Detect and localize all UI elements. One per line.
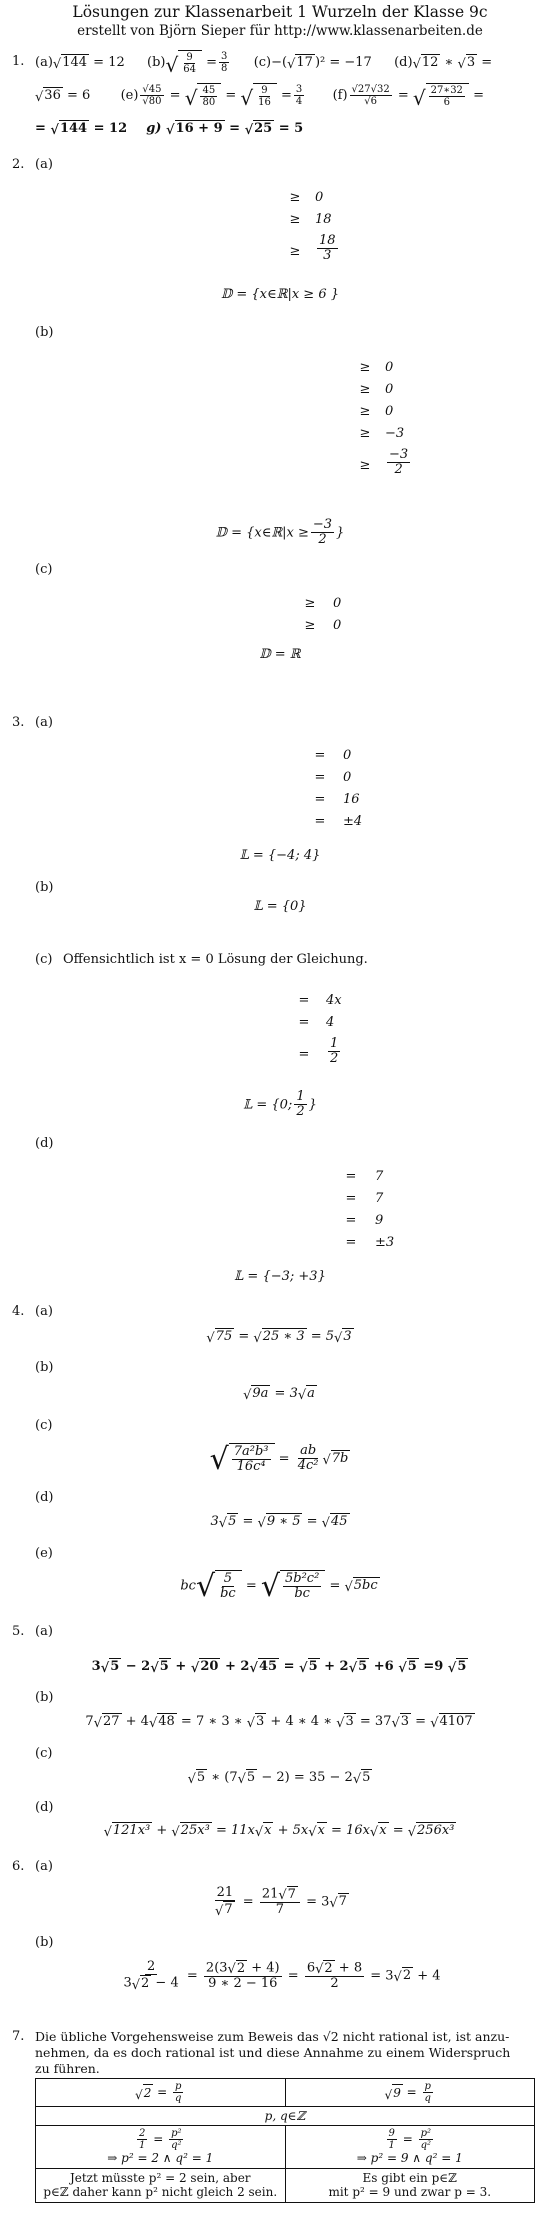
table-row xyxy=(36,2168,535,2202)
radical: √ 36 xyxy=(35,88,61,105)
radical: √ 16 + 9 xyxy=(166,121,223,138)
radical: √ 7 xyxy=(329,1894,347,1912)
task-5c-equation: √ 5 ∗ (7 √ 5 − 2) = 35 − 2 √ 5 xyxy=(187,1769,371,1787)
task-3b-solution-set: 𝕃 = {0} xyxy=(253,899,307,914)
task-3c-label: (c) xyxy=(35,952,53,967)
task-4c-label: (c) xyxy=(35,1418,53,1433)
task-5b-label: (b) xyxy=(35,1690,54,1705)
task-4a-label: (a) xyxy=(35,1304,53,1319)
task-3c-text: Offensichtlich ist x = 0 Lösung der Gleichung. xyxy=(63,952,368,967)
radical: √ 5 xyxy=(237,1770,256,1787)
task-2c-domain: 𝔻 = ℝ xyxy=(259,647,301,662)
proof-table xyxy=(35,2078,535,2203)
task-1-line-3: = √ 144 = 12 g) √ 16 + 9 = √ 25 = 5 xyxy=(35,120,304,138)
radical: √ 4107 xyxy=(430,1714,473,1731)
radical: √ 27∗32 6 xyxy=(413,83,469,108)
radical: √ 5 xyxy=(218,1514,237,1531)
radical: √ 48 xyxy=(148,1714,175,1731)
table-cell: p, q∈ℤ xyxy=(36,2107,535,2126)
table-cell: $\frac{2}{1}$ = $\frac{\text{p²}}{\text{q²}}$ ⇒ p² = 2 ∧ q² = 1 xyxy=(36,2126,286,2168)
task-4-number: 4. xyxy=(12,1304,25,1319)
task-1-line-1: (a) √ 144 = 12 (b) √ 9 64 = $\frac{3}{8}$ (c)−( √ 17 )² = −17 (d) √ 12 ∗ √ 3 = xyxy=(35,51,493,77)
radical: √ 7b xyxy=(322,1451,349,1469)
radical: √ 7 xyxy=(215,1902,233,1919)
table-row xyxy=(36,2079,535,2107)
radical: √ 256x³ xyxy=(407,1823,455,1840)
radical: √ 20 xyxy=(190,1659,219,1676)
task-1-line-2: √ 36 = 6 (e) $\frac{√45}{√80}$ = √ 45 80 = √ 9 16 = $\frac{3}{4}$ (f) $\frac{√27√32}{√6}$ = √ 27∗32 6 = xyxy=(35,84,484,110)
radical: √ 2 xyxy=(315,1961,333,1978)
radical: √ 25x³ xyxy=(171,1823,210,1840)
task-2b-domain: 𝔻 = {x∈ℝ|x ≥ $\frac{-3}{2}$ } xyxy=(215,517,345,548)
radical: √ 12 xyxy=(412,55,439,72)
radical: √ 45 xyxy=(249,1659,278,1676)
radical: √ 45 xyxy=(321,1514,348,1531)
task-1a-label: (a) xyxy=(35,55,53,70)
radical: √ 25 xyxy=(244,121,273,138)
task-4c-equation: √ 7a²b³ 16c⁴ = $\frac{ab}{\text{4c²}}$ √ 7b xyxy=(209,1441,349,1477)
task-4b-label: (b) xyxy=(35,1360,54,1375)
radical: √ 5 xyxy=(187,1770,206,1787)
radical: √ 9 ∗ 5 xyxy=(257,1514,301,1531)
radical: √ 144 xyxy=(52,55,88,72)
task-1b-label: (b) xyxy=(147,55,166,70)
radical: √ 9a xyxy=(243,1386,269,1403)
task-3d-label: (d) xyxy=(35,1136,54,1151)
task-4e-equation: bc √ 5 bc = √ 5b²c² bc = √ 5bc xyxy=(180,1568,378,1604)
radical: √ x xyxy=(254,1823,272,1840)
task-3d-solution-set: 𝕃 = {−3; +3} xyxy=(234,1269,326,1284)
task-5a-equation: 3 √ 5 − 2 √ 5 + √ 20 + 2 √ 45 = √ 5 + 2 √ 5 +6 √ 5 =9 √ 5 xyxy=(91,1658,467,1676)
task-6-number: 6. xyxy=(12,1859,25,1874)
radical: √ 9 64 xyxy=(166,50,202,75)
task-1c-label: (c) xyxy=(253,55,272,70)
radical: √ 45 80 xyxy=(185,83,221,108)
task-1g-label: g) xyxy=(146,120,162,136)
radical: √ x xyxy=(308,1823,325,1840)
task-1f-label: (f) xyxy=(332,88,348,103)
task-3-number: 3. xyxy=(12,715,25,730)
task-1e-label: (e) xyxy=(120,88,139,103)
radical: √ x xyxy=(369,1823,387,1840)
table-row xyxy=(36,2126,535,2168)
task-1d-label: (d) xyxy=(394,55,413,70)
table-cell: Es gibt ein p∈ℤ mit p² = 9 und zwar p = 3. xyxy=(285,2168,535,2202)
task-4d-label: (d) xyxy=(35,1490,54,1505)
task-1a-result: = 12 xyxy=(93,55,125,70)
task-5a-label: (a) xyxy=(35,1624,53,1639)
radical: √ 121x³ xyxy=(103,1823,151,1840)
task-3c-solution-set: 𝕃 = {0; $\frac{1}{2}$ } xyxy=(243,1089,317,1120)
radical: √ 2 xyxy=(131,1976,150,1993)
task-4a-equation: √ 75 = √ 25 ∗ 3 = 5 √ 3 xyxy=(206,1328,352,1346)
radical: √ 5 bc xyxy=(196,1570,242,1602)
task-5d-label: (d) xyxy=(35,1800,54,1815)
task-7-text-line-3: zu führen. xyxy=(35,2061,100,2076)
task-5b-equation: 7 √ 27 + 4 √ 48 = 7 ∗ 3 ∗ √ 3 + 4 ∗ 4 ∗ √ 3 = 37 √ 3 = √ 4107 xyxy=(85,1713,473,1731)
task-2a-label: (a) xyxy=(35,157,53,172)
task-7-number: 7. xyxy=(12,2029,25,2044)
task-7-text-line-1: Die übliche Vorgehensweise zum Beweis das √2 nicht rational ist, ist anzu- xyxy=(35,2029,510,2044)
task-2c-label: (c) xyxy=(35,562,53,577)
radical: √ 144 xyxy=(50,121,88,138)
radical: √ 3 xyxy=(391,1714,410,1731)
radical: √ a xyxy=(297,1386,315,1403)
radical: √ 5b²c² bc xyxy=(261,1570,325,1602)
radical: √ 2 xyxy=(227,1961,246,1978)
task-2b-label: (b) xyxy=(35,325,54,340)
table-cell: √ 2 = $\frac{p}{q}$ xyxy=(36,2079,286,2107)
radical: √ 3 xyxy=(336,1714,354,1731)
radical: √ 7a²b³ 16c⁴ xyxy=(210,1443,275,1475)
task-6a-equation: 21 √ 7 = 21 √ 7 7 = 3 √ 7 xyxy=(215,1885,347,1919)
task-6b-equation: 2 3 √ 2 − 4 = 2(3 √ 2 + 4) 9 ∗ 2 − 16 = 6 √ 2 + 8 2 = 3 √ 2 + 4 xyxy=(123,1959,441,1993)
radical: √ 5 xyxy=(352,1770,371,1787)
radical: √ 5 xyxy=(398,1659,417,1676)
task-1-number: 1. xyxy=(12,54,25,69)
task-4e-label: (e) xyxy=(35,1546,53,1561)
radical: √ 5bc xyxy=(344,1578,378,1596)
table-row xyxy=(36,2107,535,2126)
task-5c-label: (c) xyxy=(35,1746,53,1761)
task-4b-equation: √ 9a = 3 √ a xyxy=(243,1385,315,1403)
task-4d-equation: 3 √ 5 = √ 9 ∗ 5 = √ 45 xyxy=(210,1513,348,1531)
radical: √ 75 xyxy=(206,1329,233,1346)
task-5d-equation: √ 121x³ + √ 25x³ = 11x √ x + 5x √ x = 16x √ x = √ 256x³ xyxy=(103,1822,455,1840)
radical: √ 5 xyxy=(348,1659,368,1676)
radical: √ 9 16 xyxy=(240,83,276,108)
radical: √ 27 xyxy=(93,1714,120,1731)
task-3a-solution-set: 𝕃 = {−4; 4} xyxy=(239,848,321,863)
radical: √ 2 xyxy=(393,1968,412,1986)
radical: √ 2 xyxy=(135,2086,152,2102)
radical: √ 3 xyxy=(457,55,476,72)
radical: √ 3 xyxy=(246,1714,265,1731)
task-7-text-line-2: nehmen, da es doch rational ist und diese Annahme zu einem Widerspruch xyxy=(35,2045,511,2060)
table-cell: $\frac{9}{1}$ = $\frac{\text{p²}}{\text{q²}}$ ⇒ p² = 9 ∧ q² = 1 xyxy=(285,2126,535,2168)
radical: √ 5 xyxy=(100,1659,120,1676)
document-title: Lösungen zur Klassenarbeit 1 Wurzeln der Klasse 9c xyxy=(72,3,488,21)
table-cell: √ 9 = $\frac{p}{q}$ xyxy=(285,2079,535,2107)
task-3b-label: (b) xyxy=(35,880,54,895)
table-cell: Jetzt müsste p² = 2 sein, aber p∈ℤ daher kann p² nicht gleich 2 sein. xyxy=(36,2168,286,2202)
task-3a-label: (a) xyxy=(35,715,53,730)
task-6b-label: (b) xyxy=(35,1935,54,1950)
radical: √ 17 xyxy=(287,55,313,72)
radical: √ 5 xyxy=(150,1659,169,1676)
document-subtitle: erstellt von Björn Sieper für http://www.klassenarbeiten.de xyxy=(77,23,483,39)
task-5-number: 5. xyxy=(12,1624,25,1639)
task-6a-label: (a) xyxy=(35,1859,53,1874)
radical: √ 5 xyxy=(299,1659,318,1676)
radical: √ 7 xyxy=(278,1887,296,1904)
radical: √ 25 ∗ 3 xyxy=(253,1329,305,1346)
radical: √ 5 xyxy=(447,1659,467,1676)
radical: √ 9 xyxy=(384,2086,401,2102)
task-2-number: 2. xyxy=(12,157,25,172)
task-2a-domain: 𝔻 = {x∈ℝ|x ≥ 6 } xyxy=(220,287,339,302)
document-page: Lösungen zur Klassenarbeit 1 Wurzeln der Klasse 9c erstellt von Björn Sieper für http://www.klassenarbeiten.de 1. (a) √ 144 = 12 (b) √ 9 64 = $\frac{3}{8}$ (c)−( √ 17 )² = −17 (d) √ 12 ∗ √ 3 = √ 36 = 6 (e) $\frac{√45}{√80}$ = √ 45 80 = √ 9 16 = $\frac{3}{4}$ (f) $\frac{√27√32}{√6}$ = √ 27∗32 6 = = √ 144 = 12 g) √ 16 + 9 = √ 25 = 5 2. (a) ≥ 0 ≥ 18 ≥ $\frac{18}{3}$ 𝔻 = {x∈ℝ|x ≥ 6 } (b) ≥ 0 ≥ 0 ≥ 0 ≥ −3 ≥ $\frac{-3}{2}$ 𝔻 = {x∈ℝ|x ≥ $\frac{-3}{2}$ } (c) ≥ 0 ≥ 0 𝔻 = ℝ 3. (a) = 0 = 0 = 16 = ±4 𝕃 = {−4; 4} (b) 𝕃 = {0} (c) Offensichtlich ist x = 0 Lösung der Gleichung. = 4x = 4 = $\frac{1}{2}$ 𝕃 = {0; $\frac{1}{2}$ } (d) = 7 = 7 = 9 = ±3 𝕃 = {−3; +3} 4. (a) √ 75 = √ 25 ∗ 3 = 5 √ 3 (b) √ 9a = 3 √ a (c) √ 7a²b³ 16c⁴ = $\frac{ab}{\text{4c²}}$ √ 7b (d) 3 √ 5 = √ 9 ∗ 5 = √ 45 (e) bc √ 5 bc = √ 5b²c² bc = √ 5bc 5. (a) 3 √ 5 − 2 √ 5 + √ 20 + 2 √ 45 = √ 5 + 2 √ 5 +6 √ 5 =9 √ 5 (b) 7 √ 27 + 4 √ 48 = 7 ∗ 3 ∗ √ 3 + 4 ∗ 4 ∗ √ 3 = 37 √ 3 = √ 4107 (c) √ 5 ∗ (7 √ 5 − 2) = 35 − 2 √ 5 (d) √ 121x³ + √ 25x³ = 11x √ x + 5x √ x = 16x √ x = √ 256x³ 6. (a) 21 √ 7 = 21 √ 7 7 = 3 √ 7 (b) 2 3 √ 2 − 4 = 2(3 √ 2 + 4) 9 ∗ 2 − 16 = 6 √ 2 + 8 2 = 3 √ 2 + 4 7. Die übliche Vorgehensweise zum Beweis das √2 nicht rational ist, ist anzu- nehmen, da es doch rational ist und diese Annahme zu einem Widerspruch zu führen. √ 2 = $\frac{p}{q}$ √ 9 = $\frac{p}{q}$ p, q∈ℤ $\frac{2}{1}$ = $\frac{\text{p²}}{\text{q²}}$ ⇒ p² = 2 ∧ q² = 1 $\frac{9}{1}$ = $\frac{\text{p²}}{\text{q²}}$ ⇒ p² = 9 ∧ q² = 1 Jetzt müsste p² = 2 sein, aber p∈ℤ daher kann p² nicht gleich 2 sein. Es gibt ein p∈ℤ mit p² = 9 und zwar p = 3. xyxy=(0,0,560,2231)
radical: √ 3 xyxy=(334,1329,352,1346)
